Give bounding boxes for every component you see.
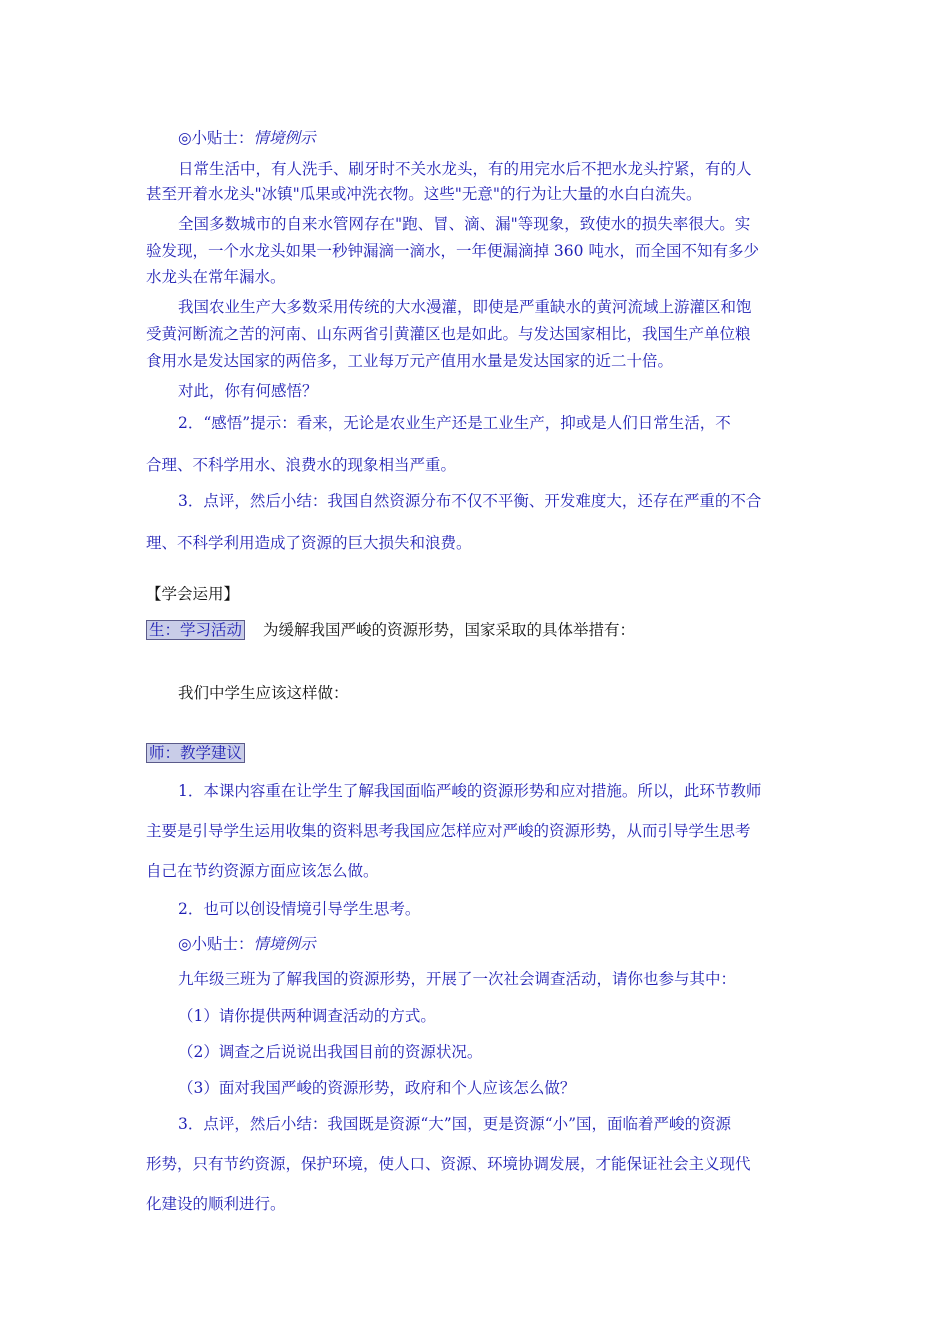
- question-item: （3）面对我国严峻的资源形势，政府和个人应该怎么做？: [178, 1079, 576, 1097]
- paragraph-line: 验发现，一个水龙头如果一秒钟漏滴一滴水，一年便漏滴掉 360 吨水，而全国不知有多少: [146, 242, 759, 260]
- section-heading: 【学会运用】: [146, 585, 240, 603]
- paragraph-line: 甚至开着水龙头"冰镇"瓜果或冲洗衣物。这些"无意"的行为让大量的水白白流失。: [146, 185, 702, 203]
- paragraph-line: 我国农业生产大多数采用传统的大水漫灌，即使是严重缺水的黄河流域上游灌区和饱: [178, 298, 752, 316]
- teacher-suggestion-tag: 师：教学建议: [146, 743, 245, 763]
- list-item-line: 合理、不科学用水、浪费水的现象相当严重。: [146, 456, 457, 474]
- list-item-line: 2．“感悟”提示：看来，无论是农业生产还是工业生产，抑或是人们日常生活，不: [178, 414, 731, 432]
- list-item-line: 3．点评，然后小结：我国既是资源“大”国，更是资源“小”国，面临着严峻的资源: [178, 1115, 732, 1133]
- question-item: （2）调查之后说说出我国目前的资源状况。: [178, 1043, 483, 1061]
- list-item-line: 理、不科学利用造成了资源的巨大损失和浪费。: [146, 534, 472, 552]
- paragraph-line: 全国多数城市的自来水管网存在"跑、冒、滴、漏"等现象，致使水的损失率很大。实: [178, 215, 751, 233]
- tip-line-1: [178, 127, 316, 149]
- student-prompt-line: 我们中学生应该这样做：: [178, 684, 349, 702]
- list-item-line: 形势，只有节约资源，保护环境，使人口、资源、环境协调发展，才能保证社会主义现代: [146, 1155, 751, 1173]
- list-item-line: 3．点评，然后小结：我国自然资源分布不仅不平衡、开发难度大，还存在严重的不合: [178, 492, 762, 510]
- list-item-line: 化建设的顺利进行。: [146, 1195, 286, 1213]
- paragraph-line: 日常生活中，有人洗手、刷牙时不关水龙头，有的用完水后不把水龙头拧紧，有的人: [178, 160, 752, 178]
- student-activity-text: 为缓解我国严峻的资源形势，国家采取的具体举措有：: [263, 621, 636, 639]
- student-activity-line: [146, 619, 635, 641]
- student-activity-tag: 生：学习活动: [146, 620, 245, 640]
- paragraph-line: 受黄河断流之苦的河南、山东两省引黄灌区也是如此。与发达国家相比，我国生产单位粮: [146, 325, 751, 343]
- tip-label: ◎小贴士：: [178, 129, 254, 147]
- list-item-line: 2．也可以创设情境引导学生思考。: [178, 900, 421, 918]
- tip-line-2: [178, 933, 316, 955]
- list-item-line: 1．本课内容重在让学生了解我国面临严峻的资源形势和应对措施。所以，此环节教师: [178, 782, 762, 800]
- paragraph-line: 食用水是发达国家的两倍多，工业每万元产值用水量是发达国家的近二十倍。: [146, 352, 674, 370]
- paragraph-line: 水龙头在常年漏水。: [146, 268, 286, 286]
- tip-title: 情境例示: [253, 935, 316, 953]
- teacher-suggestion-line: [146, 742, 245, 764]
- question-item: （1）请你提供两种调查活动的方式。: [178, 1007, 436, 1025]
- tip-title: 情境例示: [253, 129, 316, 147]
- question-line: 对此，你有何感悟？: [178, 382, 318, 400]
- tip-label: ◎小贴士：: [178, 935, 254, 953]
- list-item-line: 自己在节约资源方面应该怎么做。: [146, 862, 379, 880]
- list-item-line: 主要是引导学生运用收集的资料思考我国应怎样应对严峻的资源形势，从而引导学生思考: [146, 822, 751, 840]
- paragraph-line: 九年级三班为了解我国的资源形势，开展了一次社会调查活动，请你也参与其中：: [178, 970, 737, 988]
